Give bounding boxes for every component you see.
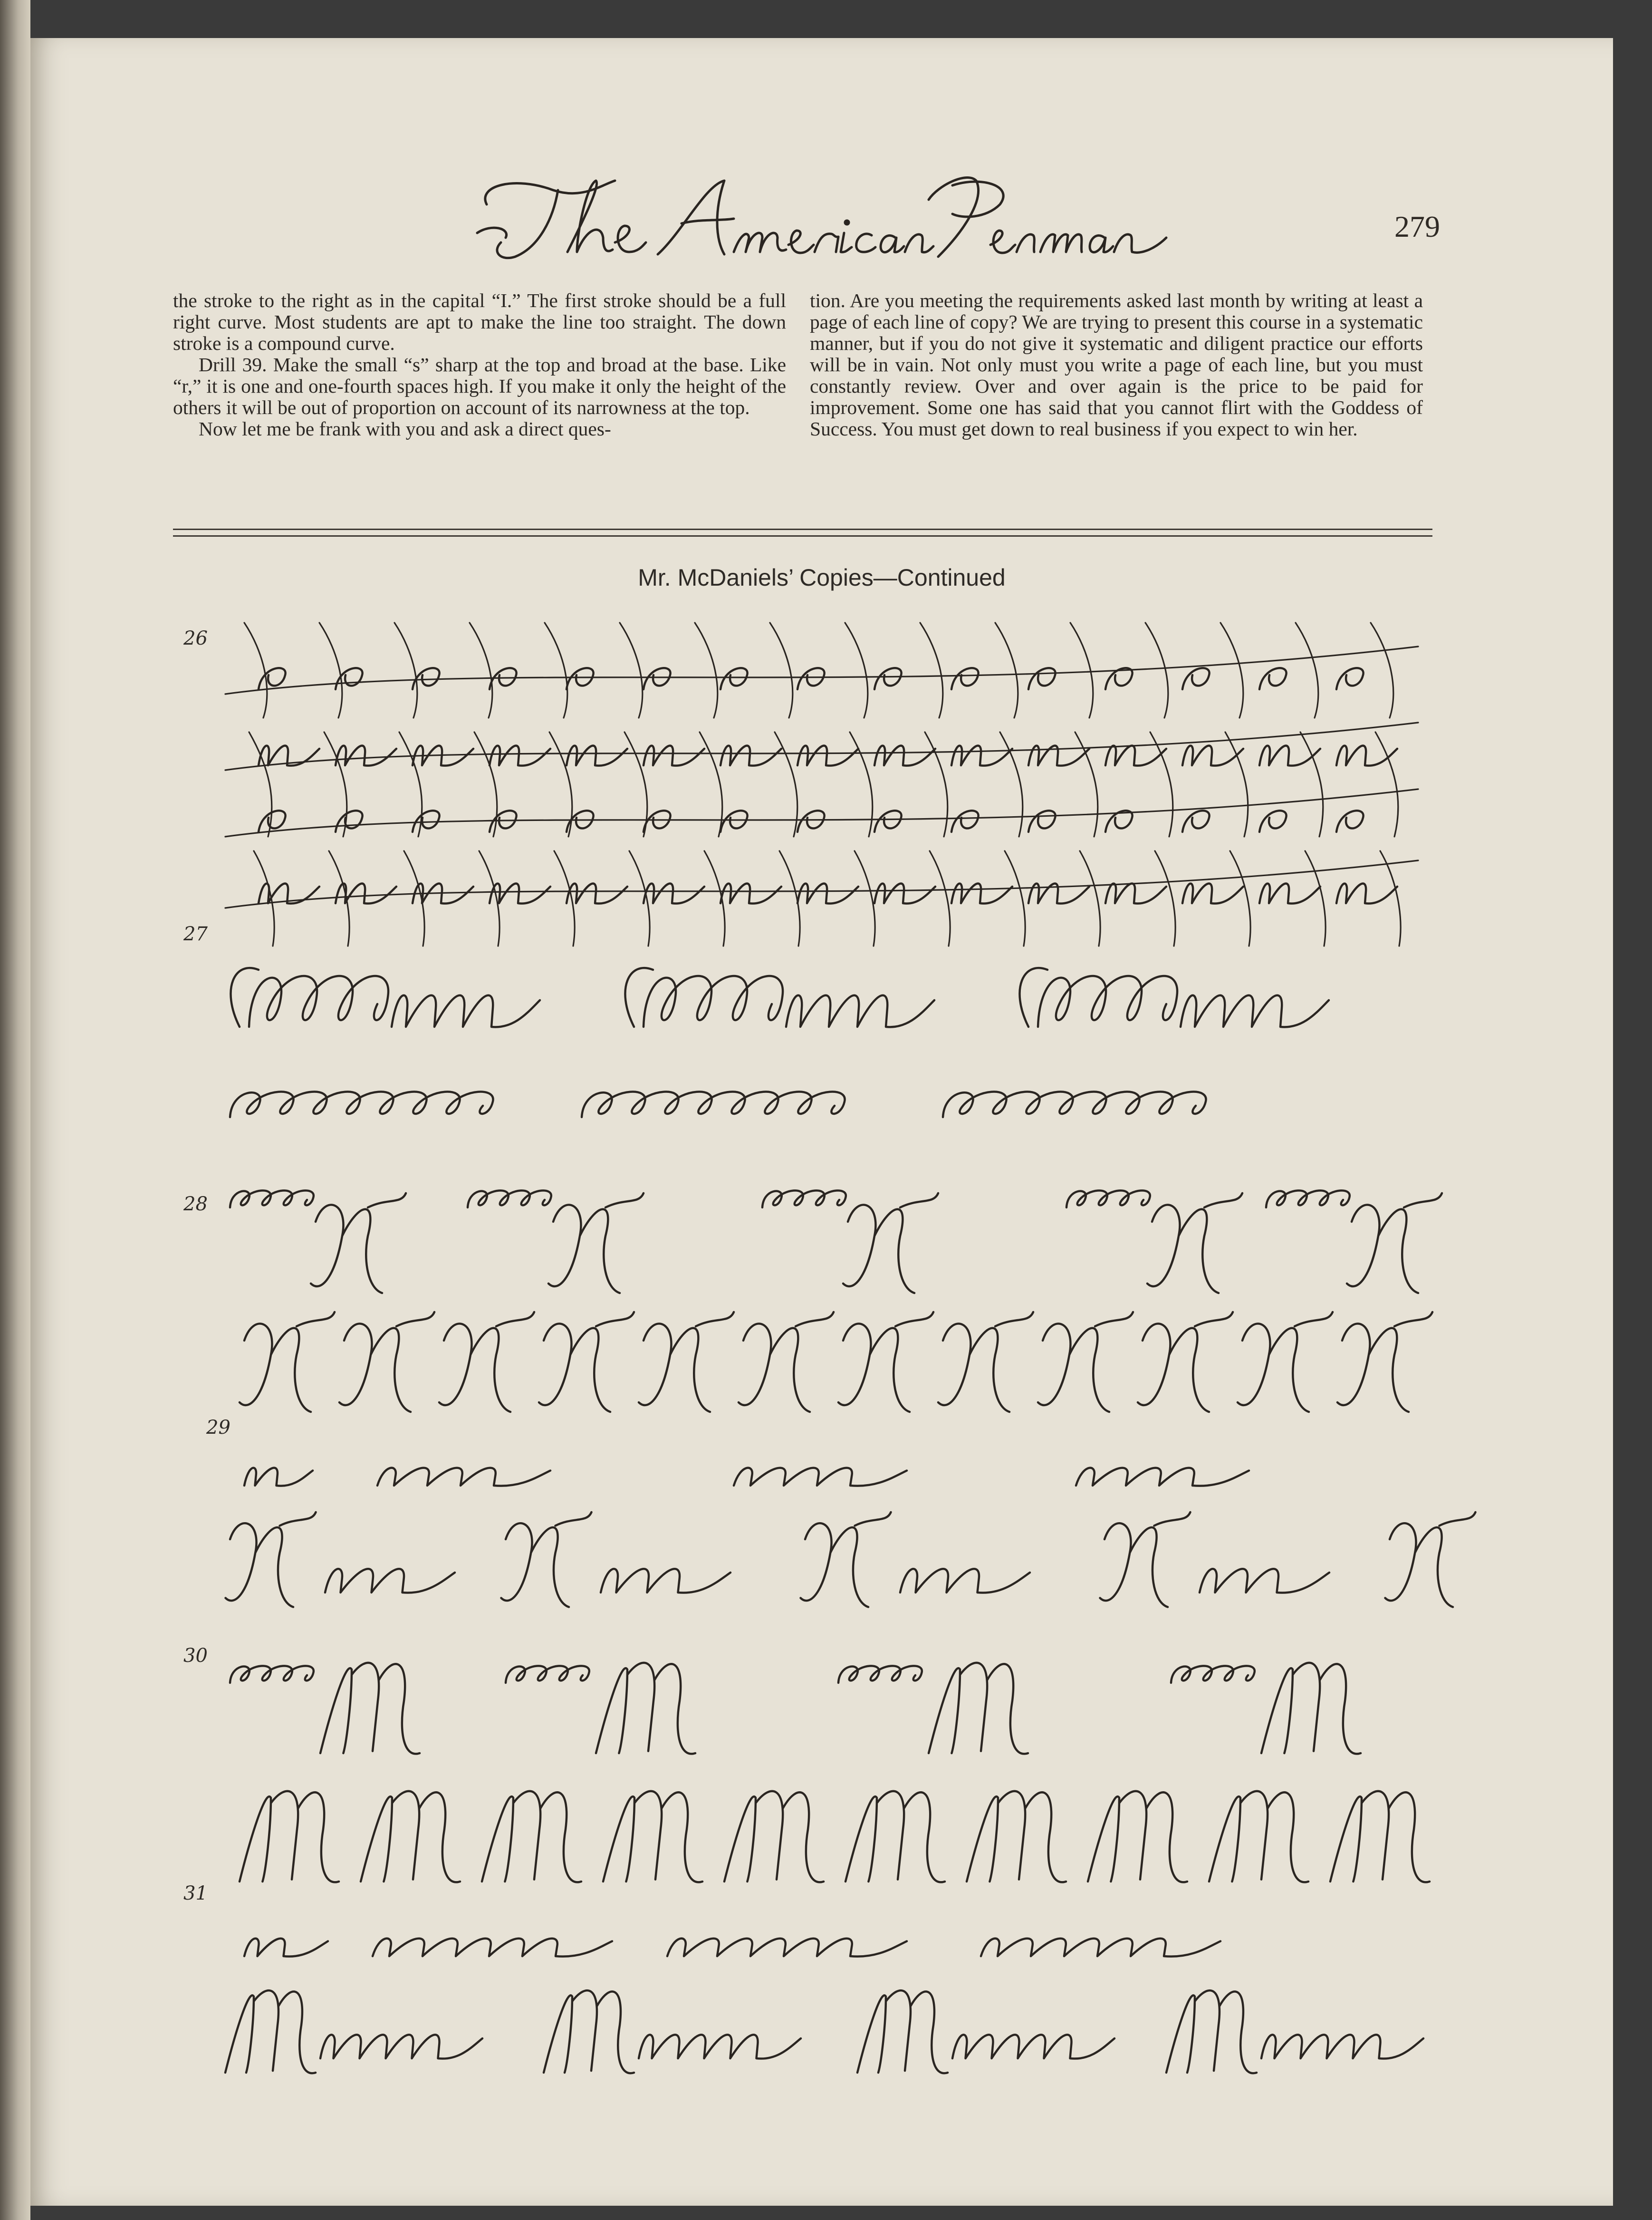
- mm-train: [952, 2035, 1114, 2058]
- oval-lead: [468, 1190, 551, 1207]
- capital-n: [1038, 1312, 1133, 1412]
- m-train: [1181, 995, 1329, 1027]
- drill-number-27: 27: [183, 923, 208, 945]
- small-letter: [644, 668, 671, 689]
- small-letter: [1336, 811, 1364, 832]
- m-train: [667, 1939, 907, 1957]
- slant-stroke: [1150, 732, 1173, 837]
- small-letter: [1182, 668, 1210, 689]
- capital-m: [603, 1791, 702, 1882]
- capital-n: [843, 1193, 938, 1293]
- drill-number-26: 26: [183, 627, 208, 649]
- oval-lead: [1266, 1190, 1350, 1207]
- capital-n: [1385, 1512, 1476, 1607]
- slant-stroke: [244, 623, 267, 718]
- small-letter: [797, 668, 825, 689]
- small-letter: [874, 746, 935, 766]
- slant-stroke: [925, 732, 948, 837]
- drill-28-exercise: [173, 1169, 1456, 1436]
- small-letter: [720, 884, 781, 904]
- small-letter: [567, 668, 594, 689]
- small-oval-train: [943, 1092, 1206, 1117]
- capital-n: [739, 1312, 834, 1412]
- section-heading: Mr. McDaniels’ Copies—Continued: [638, 564, 1006, 591]
- capital-m: [482, 1791, 581, 1882]
- m-train: [981, 1939, 1220, 1957]
- slant-stroke: [1375, 732, 1398, 837]
- small-oval-train: [230, 1092, 493, 1117]
- slant-stroke: [470, 623, 492, 718]
- small-letter: [1259, 811, 1287, 832]
- small-oval-train: [582, 1092, 845, 1117]
- small-letter: [874, 811, 902, 832]
- capital-m: [929, 1663, 1028, 1754]
- capital-n: [938, 1312, 1033, 1412]
- drill-27-svg: [173, 932, 1456, 1169]
- slant-stroke: [620, 623, 643, 718]
- slant-stroke: [700, 732, 722, 837]
- nn-train: [900, 1569, 1030, 1593]
- left-column-text: [173, 290, 786, 440]
- section-divider-bottom: [173, 535, 1432, 537]
- small-letter: [951, 746, 1012, 766]
- small-letter: [644, 884, 704, 904]
- slant-stroke: [545, 623, 567, 718]
- left-paragraph-3: Now let me be frank with you and ask a direct ques-: [199, 418, 611, 440]
- book-gutter: [0, 0, 30, 2220]
- capital-n: [539, 1312, 634, 1412]
- capital-n: [240, 1312, 335, 1412]
- capital-n: [501, 1512, 592, 1607]
- slant-stroke: [1000, 732, 1023, 837]
- slant-stroke: [695, 623, 718, 718]
- small-letter: [951, 811, 979, 832]
- capital-n: [801, 1512, 891, 1607]
- capital-m: [1330, 1791, 1430, 1882]
- capital-n: [838, 1312, 933, 1412]
- slant-stroke: [1300, 732, 1323, 837]
- n-train: [734, 1468, 907, 1486]
- capital-n: [339, 1312, 434, 1412]
- small-letter: [1336, 746, 1397, 766]
- capital-n: [1238, 1312, 1333, 1412]
- small-letter: [797, 746, 858, 766]
- small-letter: [1182, 811, 1210, 832]
- drill-30-exercise: [173, 1645, 1456, 1911]
- m-train: [244, 1939, 328, 1957]
- drill-29-svg: [173, 1417, 1456, 1635]
- left-paragraph-2: Drill 39. Make the small “s” sharp at the top and broad at the base. Like “r,” it is one and one-fourth spaces high. If you make it only the height of the others it will be out of proportion on account of its narrowness at the top.: [173, 354, 786, 418]
- capital-m: [845, 1791, 945, 1882]
- oval-train: [1038, 976, 1177, 1027]
- slant-stroke: [1296, 623, 1318, 718]
- capital-m: [857, 1990, 948, 2073]
- row-connector: [225, 647, 1418, 694]
- drill-26-exercise: [173, 594, 1456, 965]
- mm-train: [320, 2035, 482, 2058]
- drill-27-exercise: [173, 932, 1456, 1169]
- oval-lead: [506, 1666, 589, 1683]
- page: [30, 38, 1613, 2206]
- mm-train: [639, 2035, 801, 2058]
- small-letter: [720, 746, 781, 766]
- m-train: [373, 1939, 612, 1957]
- capital-m: [544, 1990, 634, 2073]
- oval-lead: [230, 1190, 314, 1207]
- small-letter: [644, 746, 704, 766]
- drill-31-exercise: [173, 1892, 1456, 2115]
- oval-lead: [1066, 1190, 1150, 1207]
- drill-31-svg: [173, 1892, 1456, 2115]
- capital-n: [439, 1312, 534, 1412]
- capital-m: [1261, 1663, 1361, 1754]
- slant-stroke: [1225, 732, 1248, 837]
- capital-m: [361, 1791, 460, 1882]
- nn-train: [1200, 1569, 1329, 1593]
- slant-stroke: [995, 623, 1018, 718]
- n-train: [1076, 1468, 1249, 1486]
- capital-m: [225, 1990, 316, 2073]
- slant-stroke: [394, 623, 417, 718]
- capital-n: [1138, 1312, 1233, 1412]
- drill-29-exercise: [173, 1417, 1456, 1635]
- small-letter: [336, 746, 396, 766]
- drill-26-svg: [173, 594, 1456, 965]
- capital-n: [226, 1512, 316, 1607]
- m-train: [392, 995, 540, 1027]
- small-letter: [1336, 668, 1364, 689]
- small-letter: [874, 668, 902, 689]
- small-letter: [567, 884, 627, 904]
- right-column-text: [810, 290, 1423, 440]
- small-letter: [1336, 884, 1397, 904]
- capital-n: [311, 1193, 406, 1293]
- drill-28-svg: [173, 1169, 1456, 1436]
- small-letter: [1028, 668, 1056, 689]
- section-divider-top: [173, 529, 1432, 530]
- small-letter: [720, 668, 748, 689]
- slant-stroke: [1371, 623, 1393, 718]
- capital-n: [1337, 1312, 1432, 1412]
- slant-stroke: [850, 732, 873, 837]
- capital-n: [639, 1312, 734, 1412]
- right-paragraph-1: tion. Are you meeting the requirements asked last month by writing at least a page of each line of copy? We are trying to present this course in a systematic manner, but if you do not give it systematic and diligent practice our efforts will be in vain. Not only must you write a page of each line, but you must constantly review. Over and over again is the price to be paid for improvement. Some one has said that you cannot flirt with the Goddess of Success. You must get down to real business if you expect to win her.: [810, 290, 1423, 440]
- small-letter: [259, 668, 286, 689]
- drill-number-29: 29: [206, 1417, 231, 1438]
- nn-train: [325, 1569, 455, 1593]
- capital-n: [1347, 1193, 1442, 1293]
- capital-n: [1147, 1193, 1242, 1293]
- small-letter: [1105, 746, 1166, 766]
- small-letter: [1182, 884, 1243, 904]
- slant-stroke: [770, 623, 793, 718]
- small-letter: [490, 746, 550, 766]
- slant-stroke: [1145, 623, 1168, 718]
- page-number: 279: [1394, 210, 1440, 243]
- slant-stroke: [845, 623, 868, 718]
- oval-lead: [230, 1666, 314, 1683]
- capital-m: [240, 1791, 339, 1882]
- small-letter: [1259, 884, 1320, 904]
- small-letter: [874, 884, 935, 904]
- small-letter: [1028, 811, 1056, 832]
- capital-m: [1209, 1791, 1308, 1882]
- capital-m: [1166, 1990, 1257, 2073]
- drill-number-28: 28: [183, 1193, 208, 1215]
- capital-m: [596, 1663, 695, 1754]
- n-train: [244, 1468, 313, 1486]
- small-letter: [490, 884, 550, 904]
- mm-train: [1261, 2035, 1423, 2058]
- m-train: [786, 995, 934, 1027]
- small-letter: [336, 811, 363, 832]
- slant-stroke: [324, 732, 347, 837]
- small-letter: [1105, 884, 1166, 904]
- slant-stroke: [549, 732, 572, 837]
- capital-m: [320, 1663, 420, 1754]
- small-letter: [797, 884, 858, 904]
- drill-30-svg: [173, 1645, 1456, 1911]
- oval-train: [644, 976, 783, 1027]
- slant-stroke: [1070, 623, 1093, 718]
- small-letter: [951, 884, 1012, 904]
- row-connector: [225, 789, 1418, 837]
- oval-lead: [838, 1666, 922, 1683]
- slant-stroke: [775, 732, 797, 837]
- nn-train: [601, 1569, 730, 1593]
- oval-train: [249, 976, 388, 1027]
- small-letter: [951, 668, 979, 689]
- n-train: [377, 1468, 550, 1486]
- oval-lead: [1171, 1666, 1255, 1683]
- small-letter: [1259, 668, 1287, 689]
- slant-stroke: [319, 623, 342, 718]
- slant-stroke: [1220, 623, 1243, 718]
- capital-n: [1100, 1512, 1191, 1607]
- oval-lead: [762, 1190, 846, 1207]
- masthead-logo: [458, 166, 1171, 271]
- capital-m: [967, 1791, 1066, 1882]
- masthead-script-svg: [458, 166, 1171, 271]
- slant-stroke: [624, 732, 647, 837]
- small-letter: [797, 811, 825, 832]
- drill-number-30: 30: [183, 1645, 208, 1667]
- drill-number-31: 31: [183, 1882, 208, 1904]
- slant-stroke: [920, 623, 943, 718]
- capital-m: [724, 1791, 824, 1882]
- capital-m: [1088, 1791, 1187, 1882]
- small-letter: [720, 811, 748, 832]
- small-letter: [567, 746, 627, 766]
- capital-n: [548, 1193, 644, 1293]
- small-letter: [1259, 746, 1320, 766]
- left-paragraph-1: the stroke to the right as in the capital “I.” The first stroke should be a full right curve. Most students are apt to make the line too straight. The down stroke is a compound curve.: [173, 290, 786, 354]
